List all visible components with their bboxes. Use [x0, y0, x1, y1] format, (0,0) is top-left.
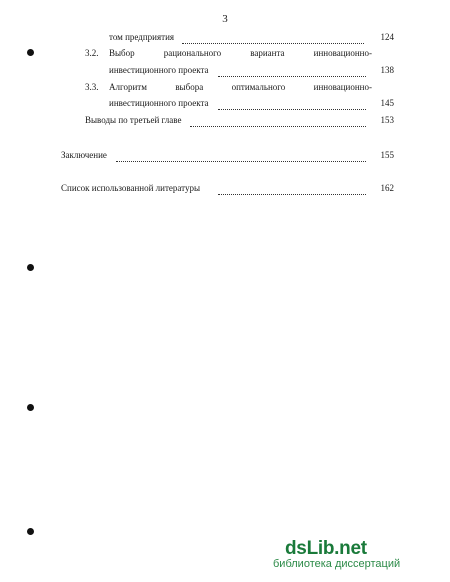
watermark-brand: dsLib.net: [285, 538, 367, 559]
binding-hole-marker: [27, 404, 34, 411]
toc-entry-title-line1: Алгоритм выбора оптимального инновационно-: [109, 82, 372, 92]
toc-entry-title: Заключение: [61, 150, 107, 160]
toc-page-number: 124: [380, 32, 394, 42]
dslib-watermark: [273, 538, 401, 570]
binding-hole-marker: [27, 264, 34, 271]
leader-dots: [218, 183, 366, 195]
watermark-subtitle: библиотека диссертаций: [273, 558, 401, 570]
toc-page-number: 145: [380, 98, 394, 108]
toc-page-number: 155: [380, 150, 394, 160]
toc-entry-title: Выводы по третьей главе: [85, 115, 182, 125]
leader-dots: [182, 32, 364, 44]
toc-entry-title: том предприятия: [109, 32, 175, 42]
toc-entry-title-line1: Выбор рационального варианта инновационно-: [109, 48, 372, 58]
leader-dots: [218, 65, 366, 77]
binding-hole-marker: [27, 49, 34, 56]
binding-hole-marker: [27, 528, 34, 535]
toc-entry-title-line2: инвестиционного проекта: [109, 65, 209, 75]
toc-page-number: 162: [380, 183, 394, 193]
section-number: 3.2.: [85, 48, 99, 58]
leader-dots: [218, 98, 366, 110]
section-number: 3.3.: [85, 82, 99, 92]
leader-dots: [190, 115, 366, 127]
leader-dots: [116, 150, 366, 162]
toc-page-number: 153: [380, 115, 394, 125]
page-number: 3: [222, 13, 228, 25]
toc-entry-title-line2: инвестиционного проекта: [109, 98, 209, 108]
toc-entry-title: Список использованной литературы: [61, 183, 201, 193]
toc-page-number: 138: [380, 65, 394, 75]
